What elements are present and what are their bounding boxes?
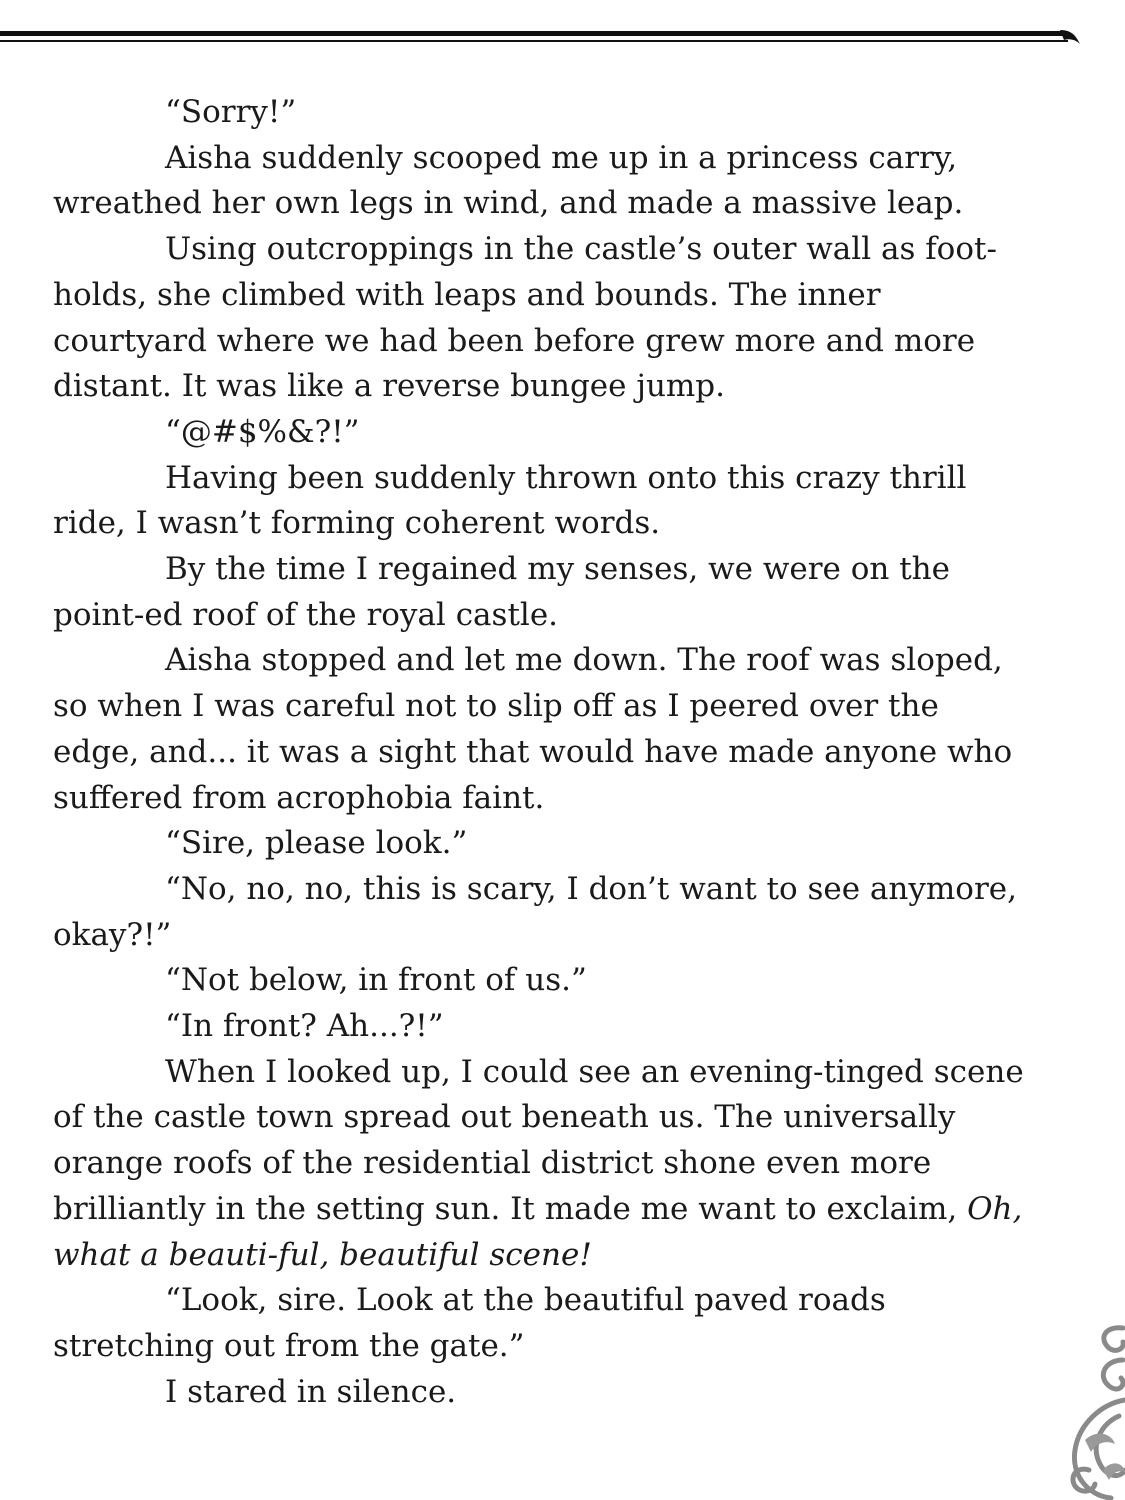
paragraph: Aisha stopped and let me down. The roof was sloped, so when I was careful not to slip off as I peered over the edge, and... it was a sight that would have made anyone who suffered from acrophobia faint. (53, 642, 1013, 816)
paragraph: By the time I regained my senses, we were on the point-ed roof of the royal castle. (53, 551, 950, 633)
paragraph: “Sire, please look.” (165, 825, 468, 862)
paragraph: “@#$%&?!” (165, 413, 360, 450)
paragraph: I stared in silence. (165, 1373, 457, 1410)
paragraph: “Look, sire. Look at the beautiful paved roads stretching out from the gate.” (53, 1282, 886, 1364)
paragraph: Using outcroppings in the castle’s outer wall as foot-holds, she climbed with leaps and bounds. The inner courtyard where we had been before grew more and more distant. It was like a reverse bungee jump. (53, 231, 997, 405)
italic-exclamation: Oh, what a beauti-ful, beautiful scene! (53, 1190, 1023, 1273)
paragraph-text: When I looked up, I could see an evening-tinged scene of the castle town spread out beneath us. The universally orange roofs of the residential district shone even more brilliantly in the setting sun. It made me want to exclaim, (53, 1053, 1024, 1227)
paragraph: “No, no, no, this is scary, I don’t want to see anymore, okay?!” (53, 870, 1017, 953)
paragraph: “In front? Ah...?!” (165, 1008, 444, 1045)
top-rule-ornament (0, 18, 1125, 58)
paragraph: Aisha suddenly scooped me up in a princess carry, wreathed her own legs in wind, and made a massive leap. (53, 139, 964, 222)
paragraph: “Sorry!” (165, 94, 297, 130)
paragraph (53, 1050, 1033, 1279)
paragraph: “Not below, in front of us.” (165, 962, 587, 999)
body-text (53, 90, 1033, 1415)
corner-flourish-ornament (1015, 1320, 1125, 1500)
paragraph: Having been suddenly thrown onto this crazy thrill ride, I wasn’t forming coherent words. (53, 459, 967, 542)
